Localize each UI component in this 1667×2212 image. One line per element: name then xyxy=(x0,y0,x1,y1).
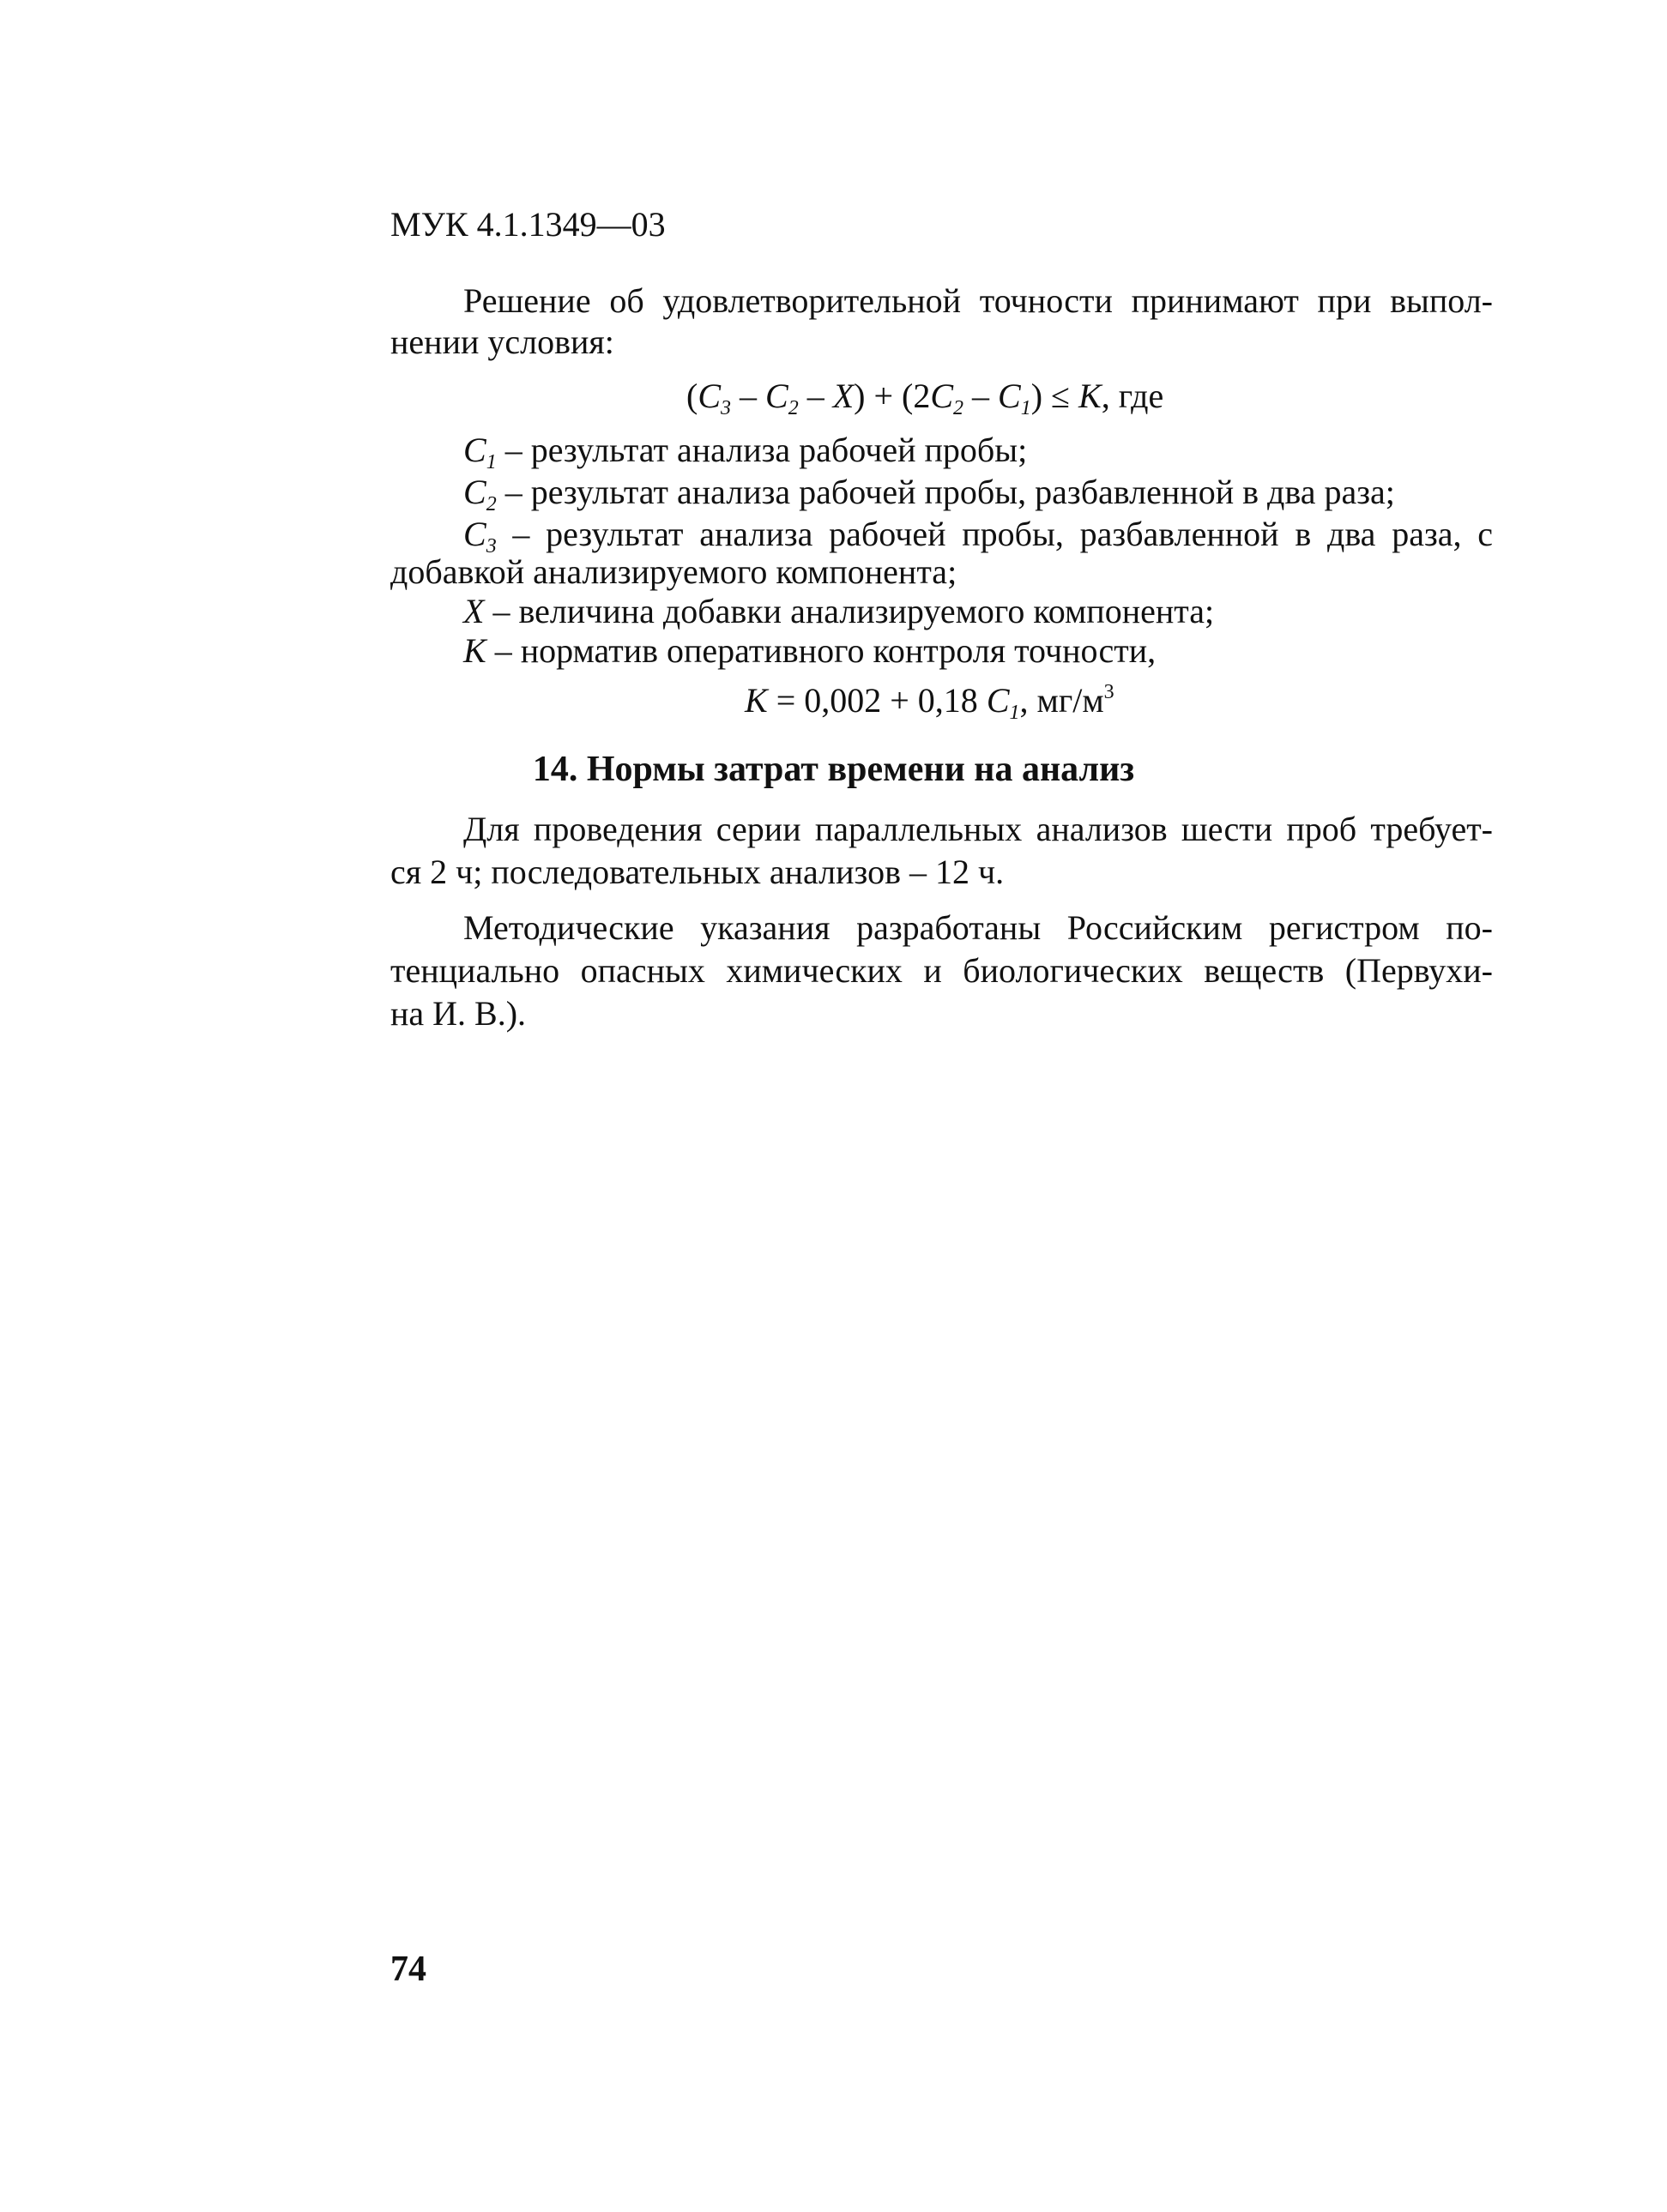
section-heading: 14. Нормы затрат времени на анализ xyxy=(532,750,1135,789)
definition-text: – величина добавки анализируемого компонента; xyxy=(484,592,1215,630)
formula-suffix: , где xyxy=(1101,377,1164,415)
paragraph-line: на И. В.). xyxy=(390,994,527,1033)
definition-x: X – величина добавки анализируемого компонента; xyxy=(463,592,1215,630)
paragraph-line: Для проведения серии параллельных анализов шести проб требует- xyxy=(463,810,1493,848)
definition-c3: $C_3$ – результат анализа рабочей пробы, разбавленной в два раза, с xyxy=(463,515,1493,558)
accuracy-condition-formula: $(C_3 - C_2 - X) + (2C_2 - C_1) \le K$, где xyxy=(686,377,1164,419)
definition-text: – результат анализа рабочей пробы; xyxy=(496,431,1028,469)
paragraph-line: нении условия: xyxy=(390,322,614,361)
formula-unit: , мг/м xyxy=(1019,681,1104,720)
paragraph-line: ся 2 ч; последовательных анализов – 12 ч. xyxy=(390,853,1005,891)
control-norm-formula: K = 0,002 + 0,18 $C_1$, $мг/м^3$ xyxy=(745,681,1114,724)
definition-k: K – норматив оперативного контроля точности, xyxy=(463,631,1157,670)
definition-c3-continuation: добавкой анализируемого компонента; xyxy=(390,552,957,591)
paragraph-line: тенциально опасных химических и биологических веществ (Первухи- xyxy=(390,951,1493,990)
paragraph-line: Решение об удовлетворительной точности принимают при выпол- xyxy=(463,281,1493,320)
definition-text: – норматив оперативного контроля точности, xyxy=(486,631,1157,670)
document-code-header: МУК 4.1.1349—03 xyxy=(390,205,666,244)
definition-text: – результат анализа рабочей пробы, разбавленной в два раза; xyxy=(496,473,1395,511)
definition-c1: $C_1$ – результат анализа рабочей пробы; xyxy=(463,431,1028,473)
formula-body: = 0,002 + 0,18 xyxy=(767,681,987,720)
page-number: 74 xyxy=(390,1950,426,1989)
paragraph-line: Методические указания разработаны Российским регистром по- xyxy=(463,908,1493,947)
definition-text: – результат анализа рабочей пробы, разбавленной в два раза, с xyxy=(496,515,1493,553)
definition-c2: $C_2$ – результат анализа рабочей пробы, разбавленной в два раза; xyxy=(463,473,1395,515)
